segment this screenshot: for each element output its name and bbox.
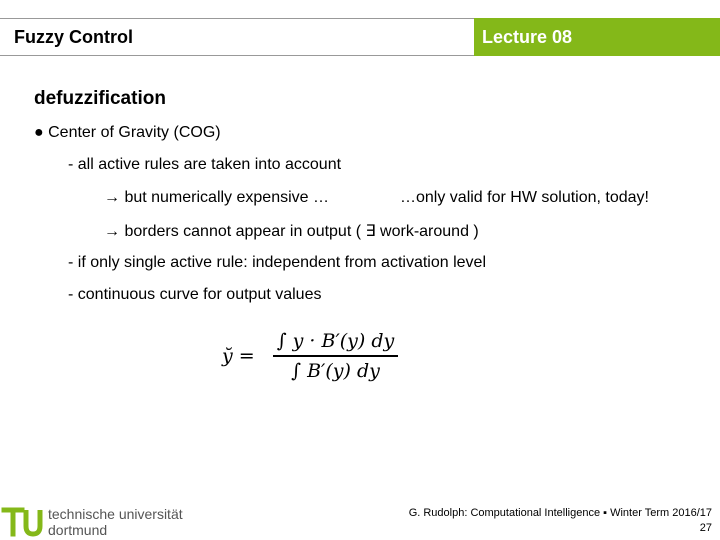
line-hw-solution: …only valid for HW solution, today! [400,189,649,206]
formula-denominator: ∫ B′(y) dy [291,359,380,382]
footer-course: G. Rudolph: Computational Intelligence ▪ Winter Term 2016/17 [408,507,712,519]
footer-credit [409,506,712,536]
line-single-rule: - if only single active rule: independent from activation level [68,254,486,271]
header-left-bar [0,18,474,56]
page-number: 27 [699,522,712,534]
slide-heading: defuzzification [34,88,166,109]
formula-numerator: ∫ y · B′(y) dy [276,330,395,352]
formula-fraction [273,330,399,382]
lecture-label: Lecture 08 [482,26,573,47]
line-expensive: → but numerically expensive … [104,189,329,206]
header-title: Fuzzy Control [14,26,133,47]
line-borders: → borders cannot appear in output ( ∃ work-around ) [104,223,479,240]
bullet-cog: ● Center of Gravity (COG) [34,124,221,141]
university-line2: dortmund [48,522,108,538]
university-line1: technische universität [48,506,183,522]
line-continuous: - continuous curve for output values [68,286,322,303]
university-name [48,506,183,538]
formula-lhs: y̆ = [222,344,255,367]
line-active-rules: - all active rules are taken into account [68,156,342,173]
cog-formula [222,330,398,382]
header-right-bar [474,18,720,56]
